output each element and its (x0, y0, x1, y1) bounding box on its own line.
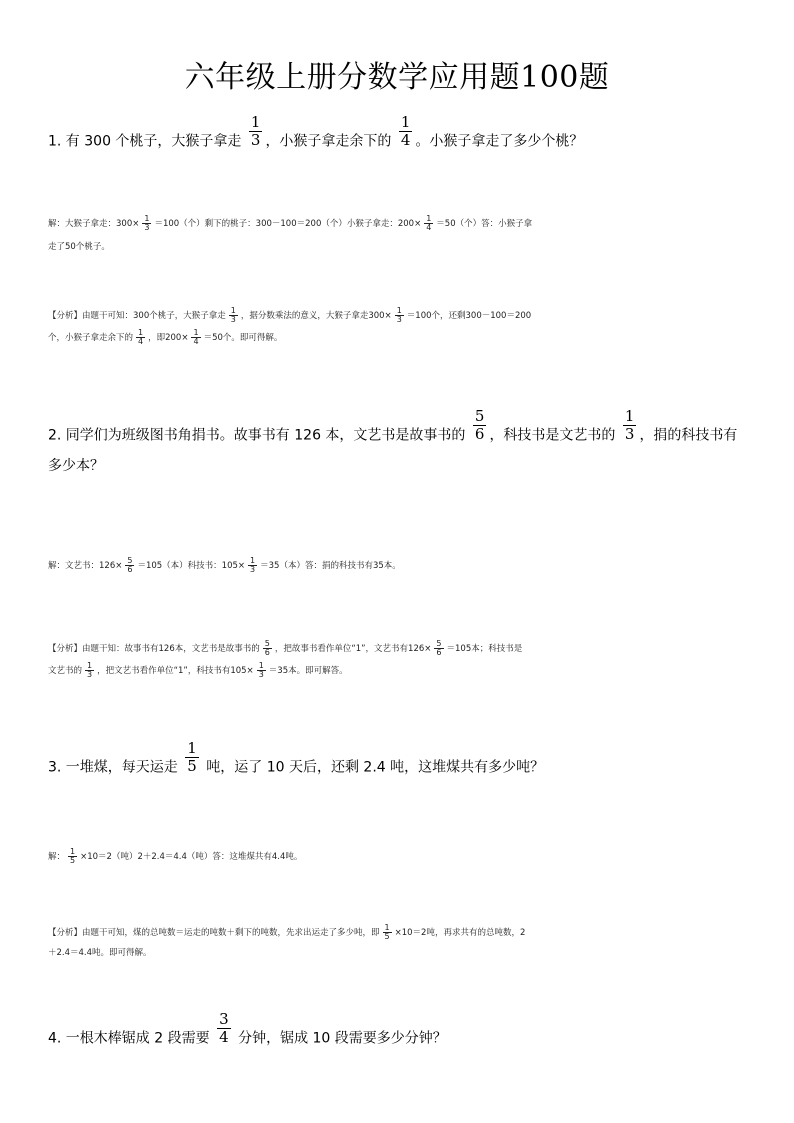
fraction: $\frac{1}{4}$ (193, 328, 199, 346)
problem-3-analysis-cont: ＋2.4＝4.4吨。即可得解。 (48, 948, 152, 958)
fraction: $\frac{1}{4}$ (426, 214, 432, 232)
fraction: $\frac{1}{3}$ (396, 306, 402, 324)
fraction: $\frac{1}{3}$ (230, 306, 236, 324)
fraction: $\frac{5}{6}$ (436, 639, 442, 657)
problem-1-solution: 解：大猴子拿走：300× $\frac{1}{3}$ ＝100（个）剩下的桃子：300－100＝200（个）小猴子拿走：200× $\frac{1}{4}$ ＝50（个）答：小猴子拿 (48, 214, 533, 232)
problem-2-question-cont: 多少本？ (48, 458, 104, 474)
problem-3-solution: 解： $\frac{1}{5}$ ×10＝2（吨）2＋2.4＝4.4（吨）答：这堆煤共有4.4吨。 (48, 847, 303, 865)
fraction: $\frac{1}{4}$ (138, 328, 144, 346)
problem-3-analysis: 【分析】由题干可知，煤的总吨数＝运走的吨数＋剩下的吨数，先求出运走了多少吨，即 $\frac{1}{5}$ ×10＝2吨，再求共有的总吨数，2 (48, 923, 526, 941)
problem-1-solution-cont: 走了50个桃子。 (48, 242, 110, 252)
problem-3-question: 3. 一堆煤，每天运走 $\frac{1}{5}$ 吨，运了 10 天后，还剩 2.4 吨，这堆煤共有多少吨？ (48, 739, 545, 776)
fraction: $\frac{1}{3}$ (87, 661, 93, 679)
fraction: $\frac{1}{3}$ (250, 556, 256, 574)
page-title: 六年级上册分数学应用题100题 (184, 60, 610, 95)
fraction: $\frac{1}{5}$ (70, 847, 76, 865)
fraction: $\frac{1}{5}$ (187, 739, 197, 775)
fraction: $\frac{1}{4}$ (400, 113, 411, 149)
fraction: $\frac{5}{6}$ (264, 639, 270, 657)
problem-2-analysis-cont: 文艺书的 $\frac{1}{3}$ ，把文艺书看作单位“1”，科技书有105× $\frac{1}{3}$ ＝35本。即可解答。 (48, 661, 348, 679)
problem-1-analysis: 【分析】由题干可知：300个桃子，大猴子拿走 $\frac{1}{3}$ ，据分数乘法的意义，大猴子拿走300× $\frac{1}{3}$ ＝100个，还剩300－100＝200 (48, 306, 532, 324)
problem-1-question: 1. 有 300 个桃子，大猴子拿走 $\frac{1}{3}$ ，小猴子拿走余下的 $\frac{1}{4}$ 。小猴子拿走了多少个桃？ (48, 113, 584, 150)
problem-1-analysis-cont: 个，小猴子拿走余下的 $\frac{1}{4}$ ，即200× $\frac{1}{4}$ ＝50个。即可得解。 (48, 328, 283, 346)
fraction: $\frac{1}{3}$ (258, 661, 264, 679)
problem-2-solution: 解：文艺书：126× $\frac{5}{6}$ ＝105（本）科技书：105× $\frac{1}{3}$ ＝35（本）答：捐的科技书有35本。 (48, 556, 401, 574)
problem-2-question: 2. 同学们为班级图书角捐书。故事书有 126 本，文艺书是故事书的 $\frac{5}{6}$ ，科技书是文艺书的 $\frac{1}{3}$ ，捐的科技书有 (48, 407, 738, 444)
fraction: $\frac{5}{6}$ (127, 556, 133, 574)
problem-2-analysis: 【分析】由题干知：故事书有126本，文艺书是故事书的 $\frac{5}{6}$ ，把故事书看作单位“1”，文艺书有126× $\frac{5}{6}$ ＝105本；科技书是 (48, 639, 523, 657)
problem-4-question: 4. 一根木棒锯成 2 段需要 $\frac{3}{4}$ 分钟，锯成 10 段需要多少分钟？ (48, 1010, 447, 1047)
fraction: $\frac{5}{6}$ (474, 407, 485, 443)
fraction: $\frac{3}{4}$ (219, 1010, 229, 1046)
fraction: $\frac{1}{5}$ (384, 923, 390, 941)
fraction: $\frac{1}{3}$ (250, 113, 261, 149)
fraction: $\frac{1}{3}$ (144, 214, 150, 232)
fraction: $\frac{1}{3}$ (624, 407, 635, 443)
